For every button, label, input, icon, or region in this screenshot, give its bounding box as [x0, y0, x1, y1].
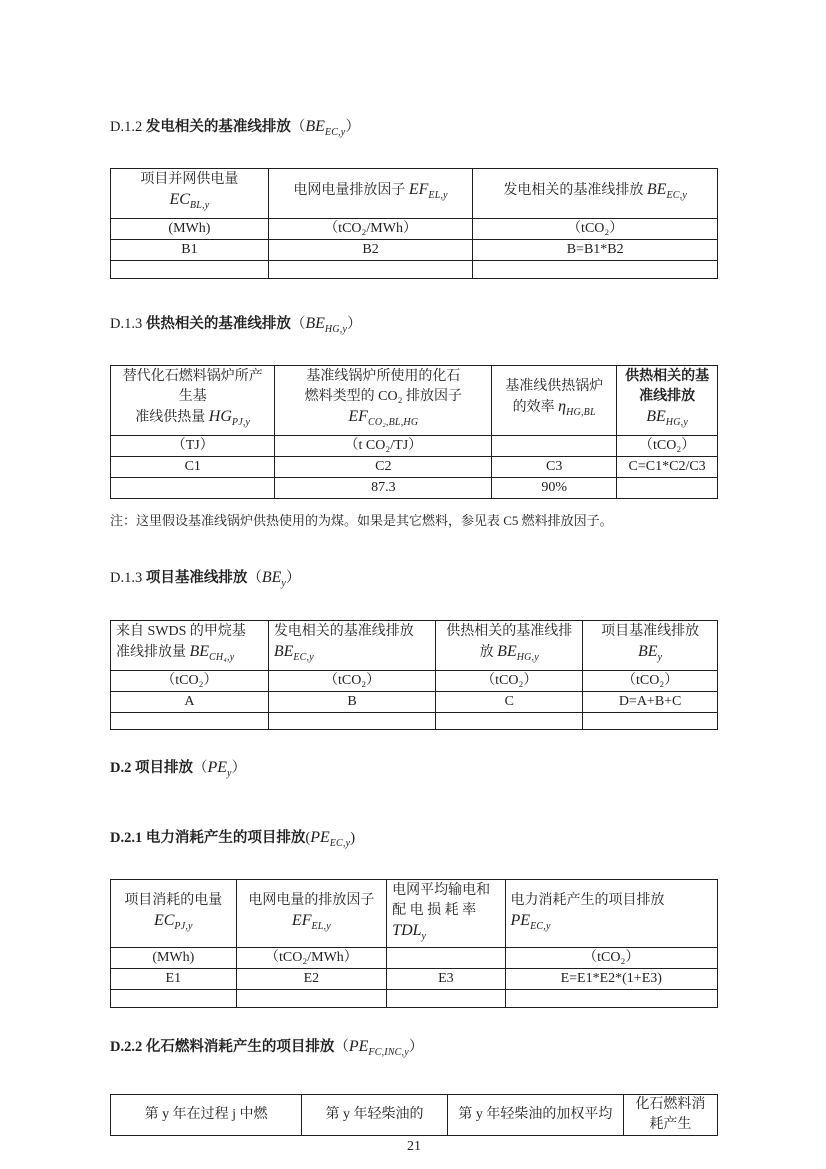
- heading-d13-heat: D.1.3 供热相关的基准线排放$(BE_{HG,y})$: [110, 314, 362, 335]
- table-cell: 90%: [492, 477, 617, 498]
- table-cell: 供热相关的基 准线排放 $BE_{HG,y}$: [617, 365, 718, 435]
- math-subscript: y: [421, 930, 427, 942]
- math-variable: EF: [348, 408, 368, 426]
- table-cell: C: [436, 691, 583, 712]
- math-variable: BE: [638, 643, 658, 661]
- table-cell: 发电相关的基准线排放 $BE_{EC,y}$: [473, 168, 718, 218]
- math-variable: PE: [310, 828, 330, 846]
- table-cell: 基准线供热锅炉 的效率 $\eta_{HG,BL}$: [492, 365, 617, 435]
- table-cell: B: [268, 691, 436, 712]
- math-subscript: EC,y: [293, 652, 314, 664]
- math-subscript: CO₂,BL,HG: [367, 417, 419, 429]
- heading-d21: D.2.1 电力消耗产生的项目排放$(PE_{EC,y})$: [110, 828, 356, 849]
- math-subscript: y: [657, 652, 663, 664]
- table-cell: （t CO₂/TJ）: [275, 435, 492, 456]
- table-cell: 供热相关的基准线排 放 $BE_{HG,y}$: [436, 620, 583, 670]
- table-row: [111, 365, 718, 435]
- table-cell: （tCO₂/MWh）: [236, 948, 387, 969]
- math-subscript: EC,y: [324, 126, 346, 138]
- table-row: [111, 168, 718, 218]
- table-cell: A: [111, 691, 269, 712]
- table-row: [111, 477, 718, 498]
- math-subscript: EC,y: [530, 920, 551, 932]
- math-subscript: HG,BL: [566, 407, 596, 419]
- math-variable: BE: [189, 643, 210, 661]
- table-row: [111, 218, 718, 239]
- table-cell: 电网电量排放因子 $EF_{EL,y}$: [268, 168, 473, 218]
- table-cell: [236, 990, 387, 1008]
- table-cell: E=E1*E2*(1+E3): [505, 969, 717, 990]
- note-text: 注：这里假设基准线锅炉供热使用的为煤。如果是其它燃料，参见表 C5 燃料排放因子。: [110, 512, 613, 528]
- math-variable: EC: [153, 912, 175, 930]
- table-cell: [492, 435, 617, 456]
- heading-d22: D.2.2 化石燃料消耗产生的项目排放$(PE_{FC,INC,y})$: [110, 1038, 424, 1059]
- math-variable: BE: [273, 643, 294, 661]
- math-variable: PE: [348, 1038, 369, 1056]
- table-row: [111, 670, 718, 691]
- table-cell: 项目消耗的电量 $EC_{PJ,y}$: [111, 880, 237, 948]
- math-subscript: BL,y: [189, 200, 210, 212]
- table-cell: [387, 990, 505, 1008]
- table-cell: （tCO₂）: [436, 670, 583, 691]
- table-row: [111, 1095, 718, 1136]
- math-variable: BE: [646, 181, 667, 199]
- table-cell: (MWh): [111, 948, 237, 969]
- math-subscript: HG,y: [665, 417, 688, 429]
- table-row: [111, 969, 718, 990]
- math-subscript: HG,y: [516, 652, 539, 664]
- table-cell: 基准线锅炉所使用的化石 燃料类型的 CO₂ 排放因子 $EF_{CO_2,BL,HG}$: [275, 365, 492, 435]
- table-row: [111, 691, 718, 712]
- table-cell: C3: [492, 456, 617, 477]
- table-row: [111, 456, 718, 477]
- math-variable: TDL: [392, 922, 422, 940]
- table-project-electricity-emissions: [110, 879, 718, 1008]
- math-variable: EC: [169, 191, 190, 209]
- table-cell: 第 y 年在过程 j 中燃: [111, 1095, 302, 1136]
- table-cell: C=C1*C2/C3: [617, 456, 718, 477]
- table-row: [111, 260, 718, 278]
- table-cell: [387, 948, 505, 969]
- table-cell: C2: [275, 456, 492, 477]
- table-baseline-heat-emissions: [110, 365, 718, 499]
- math-variable: PE: [510, 912, 531, 930]
- table-cell: （tCO₂）: [473, 218, 718, 239]
- heading-d13-project: D.1.3 项目基准线排放$(BE_y)$: [110, 568, 301, 589]
- table-cell: 化石燃料消耗产生: [623, 1095, 717, 1136]
- table-cell: 发电相关的基准线排放 $BE_{EC,y}$: [268, 620, 436, 670]
- table-cell: C1: [111, 456, 275, 477]
- table-cell: （TJ）: [111, 435, 275, 456]
- math-subscript: EL,y: [428, 190, 448, 202]
- heading-d2: D.2 项目排放$(PE_y)$: [110, 758, 247, 779]
- table-row: [111, 948, 718, 969]
- math-variable: HG: [208, 408, 232, 426]
- table-cell: B=B1*B2: [473, 239, 718, 260]
- table-cell: 电网平均输电和 配 电 损 耗 率 $TDL_y$: [387, 880, 505, 948]
- table-cell: [583, 712, 718, 729]
- math-subscript: HG,y: [324, 323, 348, 335]
- math-subscript: EC,y: [666, 190, 687, 202]
- table-cell: 项目并网供电量 $EC_{BL,y}$: [111, 168, 269, 218]
- page-number: 21: [407, 1139, 421, 1155]
- table-row: [111, 712, 718, 729]
- math-variable: BE: [305, 314, 325, 332]
- math-variable: η: [558, 398, 567, 416]
- table-row: [111, 239, 718, 260]
- table-row: [111, 435, 718, 456]
- math-variable: PE: [207, 758, 228, 776]
- table-cell: [111, 477, 275, 498]
- table-cell: [268, 260, 473, 278]
- table-cell: （tCO₂）: [617, 435, 718, 456]
- table-cell: [111, 260, 269, 278]
- math-subscript: CH₄,y: [209, 652, 235, 664]
- table-cell: 第 y 年轻柴油的: [302, 1095, 448, 1136]
- table-cell: [617, 477, 718, 498]
- math-subscript: PJ,y: [231, 417, 251, 429]
- table-cell: E3: [387, 969, 505, 990]
- table-cell: [111, 712, 269, 729]
- table-cell: 项目基准线排放 $BE_y$: [583, 620, 718, 670]
- math-variable: BE: [497, 643, 517, 661]
- table-cell: 来自 SWDS 的甲烷基 准线排放量 $BE_{CH_4,y}$: [111, 620, 269, 670]
- table-cell: [473, 260, 718, 278]
- table-cell: （tCO₂）: [268, 670, 436, 691]
- table-row: [111, 880, 718, 948]
- table-baseline-electricity-emissions: [110, 168, 718, 279]
- table-row: [111, 990, 718, 1008]
- table-cell: （tCO₂）: [505, 948, 717, 969]
- math-variable: EF: [291, 912, 312, 930]
- table-cell: [436, 712, 583, 729]
- math-subscript: y: [227, 767, 232, 779]
- math-variable: BE: [646, 408, 666, 426]
- table-cell: （tCO₂）: [111, 670, 269, 691]
- math-variable: BE: [305, 118, 325, 135]
- table-project-baseline-emissions: [110, 620, 718, 730]
- table-cell: 第 y 年轻柴油的加权平均: [447, 1095, 623, 1136]
- math-subscript: EC,y: [329, 837, 351, 849]
- table-cell: 87.3: [275, 477, 492, 498]
- math-subscript: y: [281, 577, 287, 589]
- math-subscript: PJ,y: [174, 920, 193, 932]
- table-cell: （tCO₂/MWh）: [268, 218, 473, 239]
- table-project-fossil-fuel-emissions: [110, 1094, 718, 1136]
- table-cell: 电力消耗产生的项目排放 $PE_{EC,y}$: [505, 880, 717, 948]
- table-cell: B2: [268, 239, 473, 260]
- table-cell: (MWh): [111, 218, 269, 239]
- table-cell: [111, 990, 237, 1008]
- table-cell: D=A+B+C: [583, 691, 718, 712]
- math-variable: EF: [408, 181, 429, 199]
- math-subscript: EL,y: [311, 920, 331, 932]
- heading-d12: D.1.2 发电相关的基准线排放$(BE_{EC,y})$: [110, 118, 360, 138]
- table-cell: [268, 712, 436, 729]
- table-cell: 替代化石燃料锅炉所产生基 准线供热量 $HG_{PJ,y}$: [111, 365, 275, 435]
- table-row: [111, 620, 718, 670]
- table-cell: E2: [236, 969, 387, 990]
- math-variable: BE: [261, 568, 282, 586]
- table-cell: （tCO₂）: [583, 670, 718, 691]
- table-cell: B1: [111, 239, 269, 260]
- table-cell: E1: [111, 969, 237, 990]
- table-cell: 电网电量的排放因子 $EF_{EL,y}$: [236, 880, 387, 948]
- math-subscript: FC,INC,y: [368, 1047, 409, 1059]
- table-cell: [505, 990, 717, 1008]
